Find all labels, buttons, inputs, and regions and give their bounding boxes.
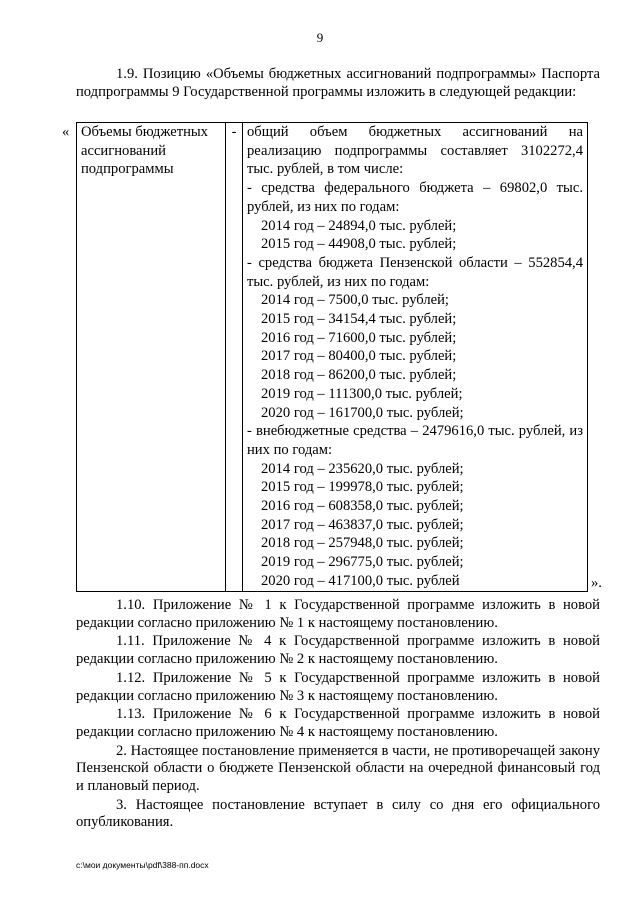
list-item: 1.11. Приложение № 4 к Государственной программе изложить в новой редакции согласно приложению № 2 к настоящему постановлению.	[76, 633, 600, 668]
quote-close: ».	[591, 575, 602, 591]
page-number: 9	[316, 30, 324, 45]
footer-file-path: c:\мои документы\pdf\388-пп.docx	[76, 860, 209, 870]
list-item: 1.13. Приложение № 6 к Государственной программе изложить в новой редакции согласно приложению № 4 к настоящему постановлению.	[76, 706, 600, 740]
intro-paragraph	[76, 66, 600, 101]
extra-year: 2020 год – 417100,0 тыс. рублей	[261, 572, 460, 589]
value-cell	[243, 123, 588, 592]
extra-year: 2019 год – 296775,0 тыс. рублей;	[261, 554, 464, 571]
extra-text: - внебюджетные средства – 2479616,0 тыс. рублей, из них по годам:	[247, 423, 583, 458]
label-line: подпрограммы	[81, 161, 174, 178]
extra-year: 2014 год – 235620,0 тыс. рублей;	[261, 460, 464, 477]
budget-table	[76, 122, 588, 592]
extra-year: 2016 год – 608358,0 тыс. рублей;	[261, 498, 464, 515]
items-list	[76, 597, 600, 833]
list-item: 1.10. Приложение № 1 к Государственной программе изложить в новой редакции согласно приложению № 1 к настоящему постановлению.	[76, 597, 600, 631]
table-row	[77, 123, 588, 592]
regional-year: 2020 год – 161700,0 тыс. рублей;	[261, 404, 464, 421]
regional-year: 2015 год – 34154,4 тыс. рублей;	[261, 311, 457, 328]
federal-text: - средства федерального бюджета – 69802,0 тыс. рублей, из них по годам:	[247, 180, 583, 215]
extra-year: 2018 год – 257948,0 тыс. рублей;	[261, 535, 464, 552]
federal-year: 2015 год – 44908,0 тыс. рублей;	[261, 236, 457, 253]
quote-open: «	[62, 124, 70, 140]
regional-year: 2019 год – 111300,0 тыс. рублей;	[261, 385, 463, 402]
list-item: 3. Настоящее постановление вступает в силу со дня его официального опубликования.	[76, 796, 600, 831]
list-item: 2. Настоящее постановление применяется в части, не противоречащей закону Пензенской области о бюджете Пензенской области на очередной финансовый год и плановый период.	[76, 742, 600, 795]
label-cell	[77, 123, 226, 592]
regional-year: 2014 год – 7500,0 тыс. рублей;	[261, 292, 449, 309]
regional-year: 2017 год – 80400,0 тыс. рублей;	[261, 348, 457, 365]
extra-year: 2015 год – 199978,0 тыс. рублей;	[261, 479, 464, 496]
list-item: 1.12. Приложение № 5 к Государственной программе изложить в новой редакции согласно приложению № 3 к настоящему постановлению.	[76, 669, 600, 704]
label-line: ассигнований	[81, 142, 166, 159]
intro-text: 1.9. Позицию «Объемы бюджетных ассигнований подпрограммы» Паспорта подпрограммы 9 Государственной программы изложить в следующей редакции:	[76, 66, 600, 100]
regional-year: 2016 год – 71600,0 тыс. рублей;	[261, 329, 457, 346]
regional-text: - средства бюджета Пензенской области – 552854,4 тыс. рублей, из них по годам:	[247, 254, 583, 290]
total-text: общий объем бюджетных ассигнований на реализацию подпрограммы составляет 3102272,4 тыс. рублей, в том числе:	[247, 124, 583, 178]
federal-year: 2014 год – 24894,0 тыс. рублей;	[261, 217, 457, 234]
extra-year: 2017 год – 463837,0 тыс. рублей;	[261, 516, 464, 533]
label-line: Объемы бюджетных	[81, 124, 208, 140]
dash-cell: -	[226, 123, 243, 592]
regional-year: 2018 год – 86200,0 тыс. рублей;	[261, 367, 457, 384]
